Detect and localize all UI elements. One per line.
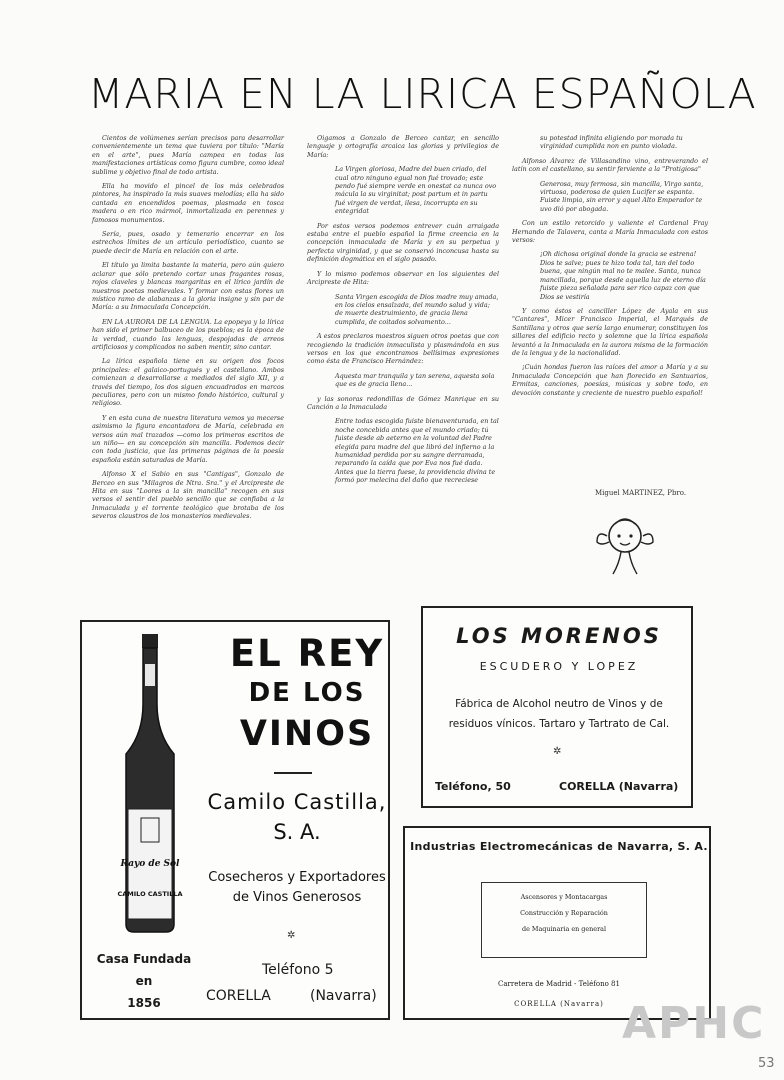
paragraph: Oigamos a Gonzalo de Berceo cantar, en sencillo lenguaje y ortografía arcaica las glorias y privilegios de María: [307, 134, 499, 159]
article-column-3 [512, 134, 708, 403]
town-text: CORELLA (Navarra) [559, 780, 679, 793]
paragraph: Cientos de volúmenes serían precisos para desarrollar convenientemente un tema que tuviera por título: "María en el arte", pues María campea en todas las manifestaciones artísticas como figura cumbre, como ideal sublime y objetivo final de todo artista. [92, 134, 284, 176]
paragraph: Por estos versos podemos entrever cuán arraigada estaba entre el pueblo español la firme creencia en la concepción inmaculada de María y en su perpetua y perfecta virginidad, y que se conservó inconcusa hasta su definición dogmática en el siglo pasado. [307, 221, 499, 264]
company-description-1: Cosecheros y Exportadores [208, 870, 386, 885]
company-name: Camilo Castilla, [207, 790, 387, 814]
author-signature: Miguel MARTINEZ, Pbro. [595, 489, 687, 497]
article-title: MARIA EN LA LIRICA ESPAÑOLA [88, 70, 757, 118]
ad-subtitle: ESCUDERO Y LOPEZ [479, 660, 639, 673]
archive-watermark: APHC [622, 998, 766, 1049]
paragraph: ¡Cuán hondas fueron las raíces del amor a María y a su Inmaculada Concepción que han florecido en Santuarios, Ermitas, canciones, poesías, músicas y sobre todo, en devoción constante y creciente de nuestro pueblo español! [512, 363, 708, 397]
ad-description: Fábrica de Alcohol neutro de Vinos y de residuos vínicos. Tartaro y Tartrato de Cal. [448, 698, 670, 730]
ad-title: Industrias Electromecánicas de Navarra, S. A. [410, 840, 708, 853]
founded-line-2: en [135, 974, 153, 988]
paragraph: Alfonso X el Sabio en sus "Cantigas", Gonzalo de Berceo en sus "Milagros de Ntra. Sra." y el Arcipreste de Hita en sus "Loores a la sin mancilla" recogen en sus versos el sentir del pueblo sencillo que se confiaba a la Inmaculada y el torrente teológico que brotaba de los severos claustros de los monasterios medievales. [92, 470, 284, 521]
phone-text: Teléfono 5 [262, 962, 334, 978]
paragraph: Con un estilo retorcido y valiente el Cardenal Fray Hernando de Talavera, canta a María Inmaculada con estos versos: [512, 219, 708, 245]
company-description-2: de Vinos Generosos [232, 890, 362, 905]
paragraph: El título ya limita bastante la materia, pero aún quiero aclarar que sólo pretendo cortar unas fragantes rosas, rojos claveles y blancas margaritas en el lírico jardín de nuestros poetas medievales. Y formar con estas flores un místico ramo de alabanzas a la gloria insigne y sin par de María: a su Inmaculada Concepción. [92, 261, 284, 312]
ad-headline-2: DE LOS [248, 678, 366, 708]
ad-headline-1: EL REY [229, 632, 385, 675]
phone-text: Teléfono, 50 [435, 780, 511, 793]
verse: Generosa, muy fermosa, sin mancilla, Virgo santa, virtuosa, poderosa de quien Lucifer se espanta. Fuiste limpia, sin error y aquel Alto Emperador te uvo dió por abogada. [540, 179, 704, 213]
town-text: CORELLA [206, 988, 271, 1004]
bottle-label-company: CAMILO CASTILLA [117, 890, 183, 898]
service-line: Ascensores y Montacargas [520, 893, 608, 901]
paragraph: y las sonoras redondillas de Gómez Manrique en su Canción a la Inmaculada [307, 394, 499, 411]
paragraph: Y en esta cuna de nuestra literatura vemos ya mecerse asimismo la figura encantadora de María, celebrada en versos aún mal trazados —como los primeros escritos de un niño— en su concepción sin mancilla. Podemos decir con toda justicia, que las primeras páginas de la poesía española están saturadas de María. [92, 413, 284, 464]
wine-bottle-illustration [110, 634, 190, 934]
ornament-icon: ✲ [287, 930, 296, 941]
divider [274, 772, 312, 774]
founded-text [92, 948, 196, 1014]
ad-title: LOS MORENOS [456, 624, 662, 648]
verse: La Virgen gloriosa, Madre del buen criado, del cual otro ninguno egual non fué trovado; este pendo fué siempre verde en onestat ca nunca ovo mácula la su virginitat; post partum et in partu fué virgen de verdat, ilesa, incorrupta en su entegridat [335, 165, 497, 216]
paragraph: EN LA AURORA DE LA LENGUA. La epopeya y la lírica han sido el primer balbuceo de los pueblos; es la época de la verdad, cuando las lenguas, despojadas de arreos artificiosos y complicados no saben mentir, sino cantar. [92, 317, 284, 351]
paragraph: Y como éstos el canciller López de Ayala en sus "Cantares", Micer Francisco Imperial, el Marqués de Santillana y otros que sería largo enumerar, constituyen los sillares del edificio recto y solemne que la lírica española levantó a la Inmaculada en la aurora misma de la formación de la lengua y de la nacionalidad. [512, 306, 708, 357]
services-box [481, 882, 647, 958]
ornament-icon: ✲ [553, 746, 562, 757]
article-column-1 [92, 134, 284, 527]
service-line: Construcción y Reparación [520, 909, 608, 917]
page-number: 53 [758, 1056, 775, 1071]
ad-industrias-electromecanicas [403, 826, 711, 1020]
founded-line-1: Casa Fundada [96, 952, 192, 966]
town-text: CORELLA (Navarra) [514, 1000, 604, 1008]
verse: su potestad infinita eligiendo por morada tu virginidad cumplida non en punto violada. [540, 134, 683, 151]
ad-los-morenos [421, 606, 693, 808]
verse: Aquesta mar tranquila y tan serena, aquesta sola que es de gracia llena... [335, 371, 495, 389]
company-suffix: S. A. [273, 820, 321, 844]
paragraph: Ella ha movido el pincel de los más celebrados pintores, ha inspirado la más suaves melodías; ella ha sido cantada en encendidos poemas, plasmada en tosca madera o en rico mármol, inmortalizada en perennes y famosos monumentos. [92, 182, 284, 224]
paragraph: Sería, pues, osado y temerario encerrar en los estrechos límites de un artículo periodístico, cuanto se puede decir de María en relación con el arte. [92, 230, 284, 255]
paragraph: Y lo mismo podemos observar en los siguientes del Arcipreste de Hita: [307, 269, 499, 287]
paragraph: A estos preclaros maestros siguen otros poetas que con recogiendo la tradición inmaculista y plasmándola en sus versos en los que encontramos bellísimas expresiones como ésta de Francisco Hernández: [307, 332, 499, 366]
paragraph: Alfonso Álvarez de Villasandino vino, entreverando el latín con el castellano, su sentir ferviente a la "Protigiosa" [512, 156, 708, 174]
paragraph: La lírica española tiene en su origen dos focos principales: el galaico-portugués y el castellano. Ambos comienzan a desarrollarse a mediados del siglo XII, y a través del tiempo, los dos siguen encuadrados en marcos peculiares, pero con un mismo fondo histórico, cultural y religioso. [92, 357, 284, 408]
service-line: de Maquinaria en general [522, 925, 606, 933]
founded-line-3: 1856 [127, 996, 161, 1010]
address-text: Carretera de Madrid - Teléfono 81 [498, 980, 620, 988]
ad-headline-3: VINOS [239, 714, 375, 754]
region-text: (Navarra) [310, 988, 377, 1004]
verse: ¡Oh dichosa original donde la gracia se estrena! Dios te salve; pues te hizo toda tal, tan del todo buena, que ningún mal no te malee. Santa, nunca mancillada, porque desde aquella luz de eterno día fuiste pieza señalada para ser rico capaz con que Dios se vestiría [540, 250, 706, 301]
ad-el-rey-de-los-vinos [80, 620, 390, 1020]
cherub-illustration [593, 510, 657, 580]
article-column-2 [307, 134, 499, 491]
verse: Entre todas escogida fuiste bienaventurada, en tal noche concebida antes que el mundo criado; tú fuiste desde ab aeterno en la voluntad del Padre elegida para madre del que libró del infierno a la humanidad perdida por su sangre derramada, reparando la caída que por Eva nos fué dada. Antes que la tierra fuese, la providencia divina te formó por melecina del daño que recreciese [335, 417, 499, 485]
verse: Santa Virgen escogida de Dios madre muy amada, en los cielos ensalzada, del mundo salud y vida; de muerte destruimiento, de gracia llena cumplida, de coitados solvamento... [335, 292, 499, 326]
bottle-label-brand: Rayo de Sol [120, 859, 180, 869]
